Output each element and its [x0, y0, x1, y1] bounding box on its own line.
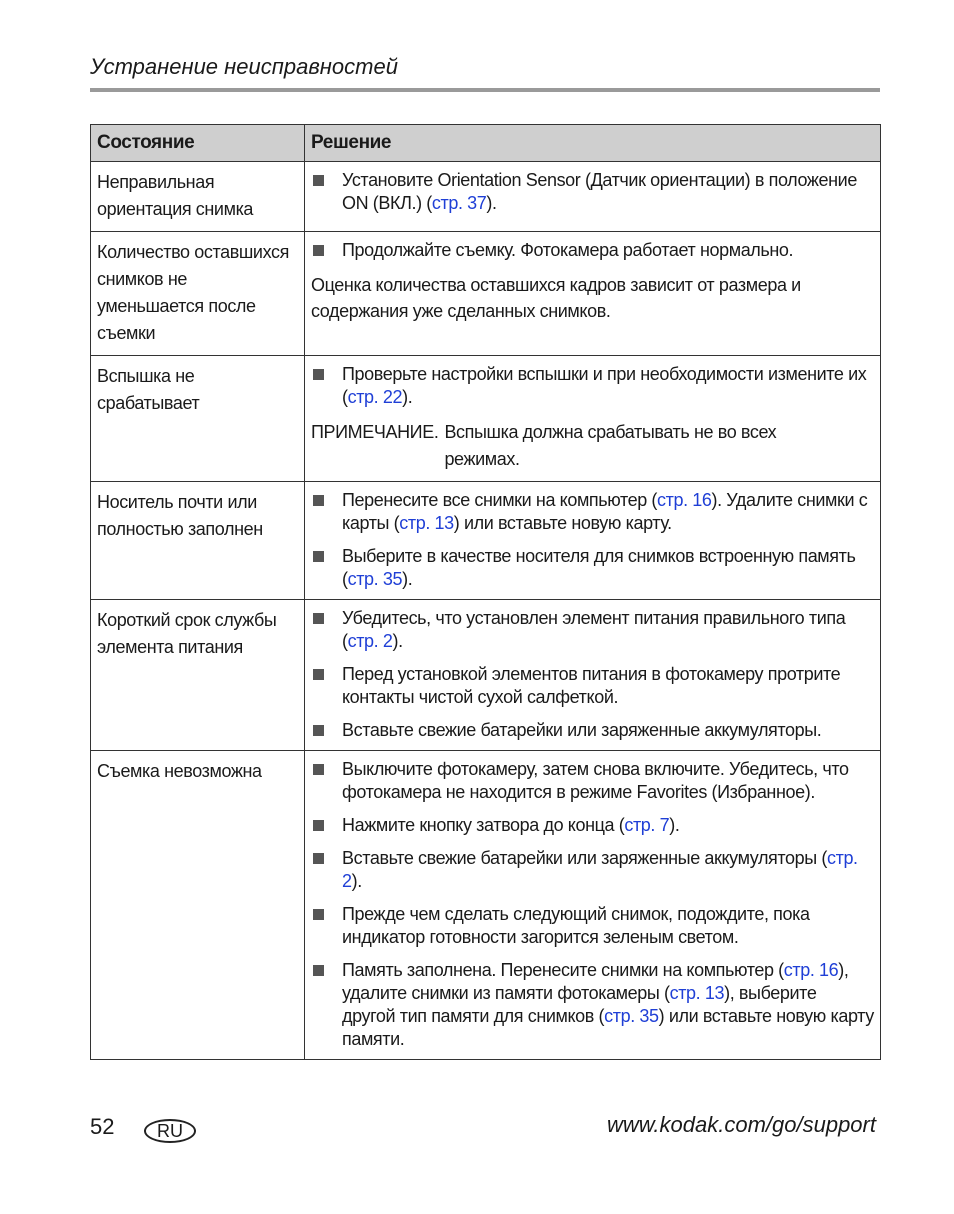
page-ref-link[interactable]: стр. 13 [399, 513, 454, 533]
solution-bullet: Убедитесь, что установлен элемент питания правильного типа (стр. 2). [311, 607, 874, 653]
table-row [91, 232, 881, 356]
state-cell: Съемка невозможна [91, 751, 305, 1060]
solution-bullet: Выберите в качестве носителя для снимков встроенную память (стр. 35). [311, 545, 874, 591]
solution-cell [305, 232, 881, 356]
table-header-row [91, 125, 881, 162]
state-cell: Количество оставшихся снимков не уменьшается после съемки [91, 232, 305, 356]
bullet-square-icon [313, 725, 324, 736]
solution-bullet: Перенесите все снимки на компьютер (стр. 16). Удалите снимки с карты (стр. 13) или вставьте новую карту. [311, 489, 874, 535]
column-header-state: Состояние [91, 125, 305, 162]
table-row [91, 751, 881, 1060]
bullet-square-icon [313, 965, 324, 976]
bullet-square-icon [313, 853, 324, 864]
solution-bullet: Продолжайте съемку. Фотокамера работает нормально. [311, 239, 874, 262]
solution-cell [305, 162, 881, 232]
solution-cell [305, 356, 881, 482]
note-label: ПРИМЕЧАНИЕ. [311, 422, 439, 442]
state-cell: Неправильная ориентация снимка [91, 162, 305, 232]
solution-bullet: Установите Orientation Sensor (Датчик ориентации) в положение ON (ВКЛ.) (стр. 37). [311, 169, 874, 215]
bullet-square-icon [313, 551, 324, 562]
bullet-square-icon [313, 245, 324, 256]
bullet-square-icon [313, 495, 324, 506]
bullet-square-icon [313, 764, 324, 775]
table-row [91, 356, 881, 482]
page-ref-link[interactable]: стр. 2 [347, 631, 393, 651]
table-row [91, 600, 881, 751]
table-row [91, 162, 881, 232]
bullet-square-icon [313, 669, 324, 680]
language-badge: RU [144, 1119, 196, 1143]
table-row [91, 482, 881, 600]
page-ref-link[interactable]: стр. 13 [669, 983, 725, 1003]
header-divider [90, 88, 880, 92]
page-ref-link[interactable]: стр. 16 [657, 490, 712, 510]
solution-bullet: Вставьте свежие батарейки или заряженные аккумуляторы. [311, 719, 874, 742]
state-cell: Носитель почти или полностью заполнен [91, 482, 305, 600]
solution-bullet: Нажмите кнопку затвора до конца (стр. 7). [311, 814, 874, 837]
page-ref-link[interactable]: стр. 22 [347, 387, 403, 407]
solution-note [311, 419, 874, 473]
solution-bullet: Перед установкой элементов питания в фотокамеру протрите контакты чистой сухой салфеткой. [311, 663, 874, 709]
bullet-square-icon [313, 175, 324, 186]
page-header-title: Устранение неисправностей [90, 54, 398, 79]
solution-bullet: Вставьте свежие батарейки или заряженные аккумуляторы (стр. 2). [311, 847, 874, 893]
page-ref-link[interactable]: стр. 35 [347, 569, 403, 589]
state-cell: Вспышка не срабатывает [91, 356, 305, 482]
bullet-square-icon [313, 820, 324, 831]
bullet-square-icon [313, 909, 324, 920]
solution-cell [305, 600, 881, 751]
solution-cell [305, 751, 881, 1060]
solution-bullet: Память заполнена. Перенесите снимки на компьютер (стр. 16), удалите снимки из памяти фотокамеры (стр. 13), выберите другой тип памяти для снимков (стр. 35) или вставьте новую карту памяти. [311, 959, 874, 1051]
solution-bullet: Выключите фотокамеру, затем снова включите. Убедитесь, что фотокамера не находится в режиме Favorites (Избранное). [311, 758, 874, 804]
bullet-square-icon [313, 613, 324, 624]
solution-bullet: Прежде чем сделать следующий снимок, подождите, пока индикатор готовности загорится зеленым светом. [311, 903, 874, 949]
troubleshooting-table [90, 124, 881, 1060]
solution-cell [305, 482, 881, 600]
page-ref-link[interactable]: стр. 35 [604, 1006, 659, 1026]
solution-bullet: Проверьте настройки вспышки и при необходимости измените их (стр. 22). [311, 363, 874, 409]
note-text: Вспышка должна срабатывать не во всех режимах. [444, 422, 777, 469]
solution-paragraph: Оценка количества оставшихся кадров зависит от размера и содержания уже сделанных снимков. [311, 275, 801, 321]
page-ref-link[interactable]: стр. 37 [431, 193, 487, 213]
page-ref-link[interactable]: стр. 7 [624, 815, 670, 835]
page-number: 52 [90, 1114, 115, 1139]
bullet-square-icon [313, 369, 324, 380]
support-url: www.kodak.com/go/support [606, 1112, 876, 1137]
state-cell: Короткий срок службы элемента питания [91, 600, 305, 751]
page-ref-link[interactable]: стр. 16 [783, 960, 839, 980]
column-header-solution: Решение [305, 125, 881, 162]
page-ref-link[interactable]: стр. 2 [342, 848, 858, 891]
